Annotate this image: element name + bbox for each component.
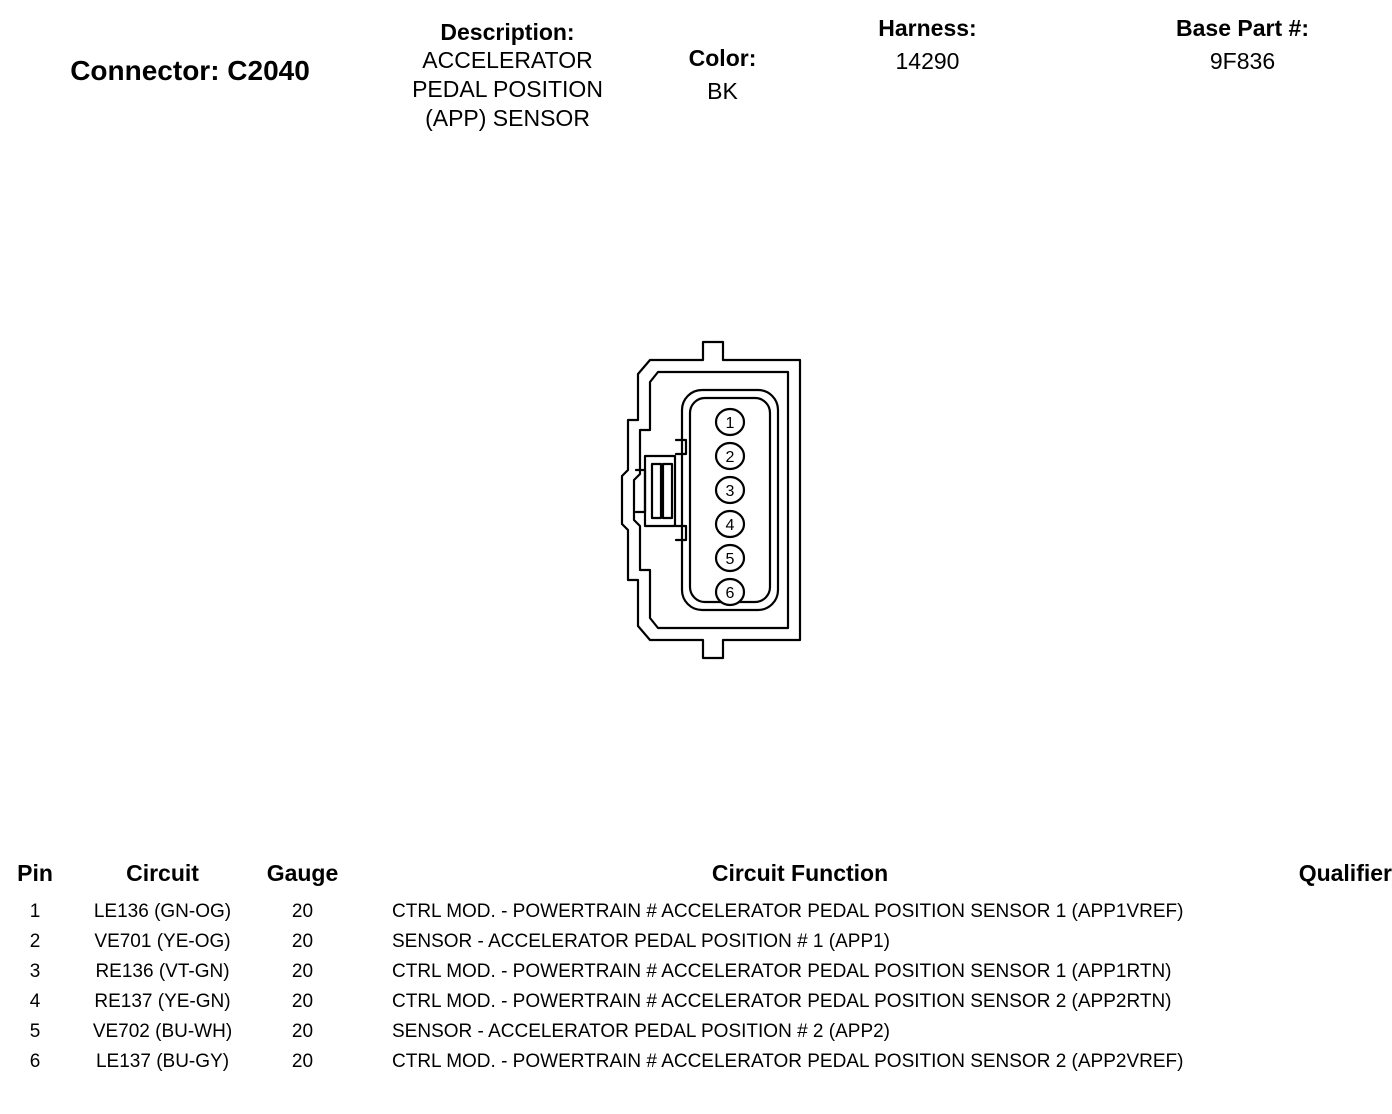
cell-circuit: LE137 (BU-GY) — [95, 1051, 230, 1072]
description-line-1: ACCELERATOR — [422, 47, 593, 73]
pin-table-header-row — [0, 860, 1392, 897]
harness-label: Harness: — [878, 15, 977, 41]
table-row — [0, 927, 1392, 957]
cell-function: CTRL MOD. - POWERTRAIN # ACCELERATOR PEDAL POSITION SENSOR 1 (APP1VREF) — [392, 901, 1184, 922]
cell-function: CTRL MOD. - POWERTRAIN # ACCELERATOR PEDAL POSITION SENSOR 2 (APP2RTN) — [392, 991, 1172, 1012]
cell-qualifier — [1250, 987, 1392, 1017]
pin-number-4: 4 — [725, 517, 735, 534]
harness-block — [835, 14, 1020, 75]
pin-number-5: 5 — [725, 551, 735, 568]
pin-table-container — [0, 860, 1392, 1077]
pin-table-head — [0, 860, 1392, 897]
cell-pin: 5 — [29, 1021, 41, 1042]
header-circuit: Circuit — [126, 860, 199, 886]
table-row — [0, 957, 1392, 987]
color-label: Color: — [688, 45, 757, 71]
cell-pin: 6 — [29, 1051, 41, 1072]
cell-gauge: 20 — [291, 931, 314, 952]
cell-pin: 2 — [29, 931, 41, 952]
cell-qualifier — [1250, 897, 1392, 927]
connector-header — [0, 0, 1392, 170]
cell-pin: 1 — [29, 901, 41, 922]
cell-gauge: 20 — [291, 991, 314, 1012]
cell-pin: 3 — [29, 961, 41, 982]
pin-table — [0, 860, 1392, 1077]
latch-detail-bar-left — [652, 464, 661, 518]
cell-function: CTRL MOD. - POWERTRAIN # ACCELERATOR PEDAL POSITION SENSOR 2 (APP2VREF) — [392, 1051, 1184, 1072]
cell-circuit: VE702 (BU-WH) — [92, 1021, 233, 1042]
cell-function: SENSOR - ACCELERATOR PEDAL POSITION # 1 (APP1) — [392, 931, 891, 952]
description-block — [380, 18, 635, 133]
cell-qualifier — [1250, 1017, 1392, 1047]
cell-gauge: 20 — [291, 901, 314, 922]
table-row — [0, 1017, 1392, 1047]
cell-gauge: 20 — [291, 1051, 314, 1072]
pin-number-2: 2 — [725, 449, 735, 466]
color-block — [640, 44, 805, 105]
harness-value: 14290 — [895, 48, 960, 74]
cell-qualifier — [1250, 1047, 1392, 1077]
header-gauge: Gauge — [266, 860, 339, 886]
pin-number-1: 1 — [725, 415, 735, 432]
cell-circuit: RE137 (YE-GN) — [94, 991, 231, 1012]
cell-qualifier — [1250, 957, 1392, 987]
connector-inner-shell — [634, 372, 788, 628]
table-row — [0, 897, 1392, 927]
pin-number-3: 3 — [725, 483, 735, 500]
color-value: BK — [707, 78, 738, 104]
pin-table-body — [0, 897, 1392, 1077]
cell-circuit: LE136 (GN-OG) — [93, 901, 232, 922]
cell-function: SENSOR - ACCELERATOR PEDAL POSITION # 2 (APP2) — [392, 1021, 891, 1042]
cell-gauge: 20 — [291, 961, 314, 982]
connector-face-view-svg — [600, 330, 830, 670]
description-line-2: PEDAL POSITION — [412, 76, 603, 102]
cell-function: CTRL MOD. - POWERTRAIN # ACCELERATOR PEDAL POSITION SENSOR 1 (APP1RTN) — [392, 961, 1172, 982]
header-function: Circuit Function — [711, 860, 889, 886]
cell-pin: 4 — [29, 991, 41, 1012]
header-pin: Pin — [17, 860, 53, 886]
base-part-value: 9F836 — [1209, 48, 1276, 74]
cell-gauge: 20 — [291, 1021, 314, 1042]
cell-circuit: RE136 (VT-GN) — [95, 961, 230, 982]
pin-group — [716, 409, 744, 605]
page-title: Connector: C2040 — [70, 55, 310, 86]
table-row — [0, 1047, 1392, 1077]
header-qualifier: Qualifier — [1298, 860, 1392, 886]
cell-qualifier — [1250, 927, 1392, 957]
description-line-3: (APP) SENSOR — [425, 105, 590, 131]
latch-detail-bar-right — [663, 464, 672, 518]
table-row — [0, 987, 1392, 1017]
base-part-block — [1135, 14, 1350, 75]
description-label: Description: — [440, 19, 575, 45]
connector-diagram — [600, 330, 830, 670]
cell-circuit: VE701 (YE-OG) — [94, 931, 231, 952]
base-part-label: Base Part #: — [1176, 15, 1309, 41]
pin-number-6: 6 — [725, 585, 735, 602]
